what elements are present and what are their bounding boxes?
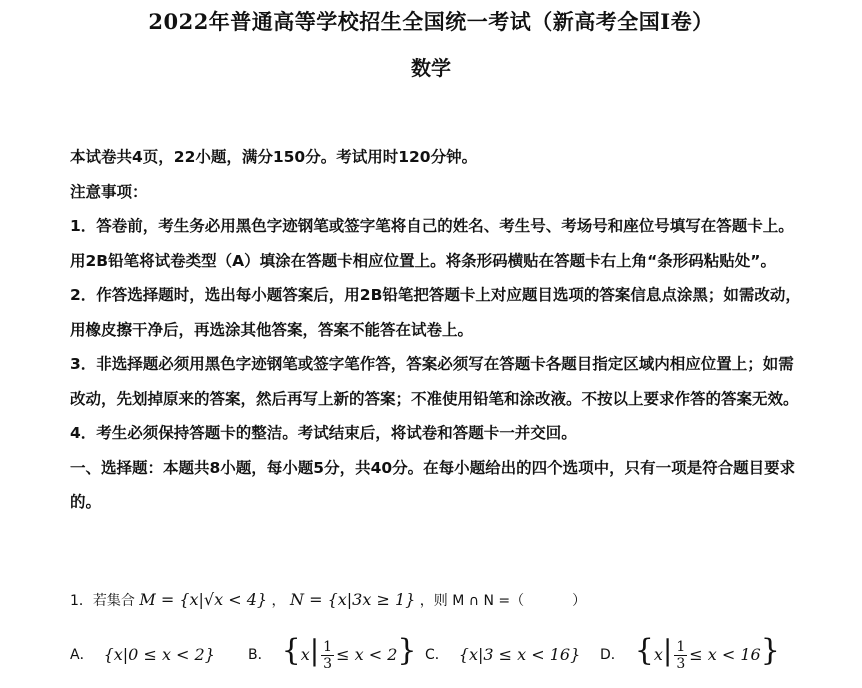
option-a[interactable] [70, 628, 215, 680]
option-c-label: C． [425, 647, 449, 663]
option-d-expr: {x| $\frac{1}{3}$ ≤ x < 16} [634, 633, 780, 672]
set-n: N = {x|3x ≥ 1} [290, 590, 416, 609]
exam-instructions [70, 140, 805, 520]
option-b-expr: {x| $\frac{1}{3}$ ≤ x < 2} [281, 633, 417, 672]
separator: ， [271, 593, 286, 609]
option-d[interactable] [600, 628, 780, 680]
set-m: M = {x|√x < 4} [139, 590, 268, 609]
notice-item-3: 3．非选择题必须用黑色字迹钢笔或签字笔作答，答案必须写在答题卡各题目指定区域内相应位置上；如需改动，先划掉原来的答案，然后再写上新的答案；不准使用铅笔和涂改液。不按以上要求作答的答案无效。 [70, 355, 799, 408]
answer-options [70, 628, 830, 680]
notice-heading: 注意事项： [70, 182, 148, 201]
option-b-tail: ≤ x < 2 [336, 645, 398, 664]
option-c[interactable] [425, 628, 580, 680]
option-a-expr: {x|0 ≤ x < 2} [103, 644, 215, 664]
question-prefix: 1．若集合 [70, 593, 135, 609]
exam-title: 2022年普通高等学校招生全国统一考试（新高考全国Ⅰ卷） [148, 9, 714, 34]
question-ask: ，则 M ∩ N =（ [419, 593, 525, 609]
notice-item-2: 2．作答选择题时，选出每小题答案后，用2B铅笔把答题卡上对应题目选项的答案信息点涂黑；如需改动，用橡皮擦干净后，再选涂其他答案，答案不能答在试卷上。 [70, 286, 801, 339]
question-1 [70, 586, 805, 615]
intro-text: 本试卷共4页，22小题，满分150分。考试用时120分钟。 [70, 148, 478, 166]
question-close: ） [572, 593, 587, 609]
option-c-value: x|3 ≤ x < 16 [468, 644, 571, 664]
option-a-label: A． [70, 647, 94, 663]
option-b-label: B． [248, 647, 272, 663]
section-heading: 一、选择题：本题共8小题，每小题5分，共40分。在每小题给出的四个选项中，只有一项是符合题目要求的。 [70, 458, 796, 511]
subject-title: 数学 [411, 56, 451, 80]
notice-item-4: 4．考生必须保持答题卡的整洁。考试结束后，将试卷和答题卡一并交回。 [70, 424, 577, 442]
notice-item-1: 1．答卷前，考生务必用黑色字迹钢笔或签字笔将自己的姓名、考生号、考场号和座位号填写在答题卡上。用2B铅笔将试卷类型（A）填涂在答题卡相应位置上。将条形码横贴在答题卡右上角“条形码粘贴处”。 [70, 217, 794, 270]
option-d-label: D． [600, 647, 625, 663]
option-b[interactable] [248, 628, 416, 680]
fraction-one-third: $\frac{1}{3}$ [323, 639, 333, 672]
option-d-tail: ≤ x < 16 [689, 645, 761, 664]
fraction-one-third: $\frac{1}{3}$ [676, 639, 686, 672]
option-c-expr: {x|3 ≤ x < 16} [458, 644, 581, 664]
option-a-value: x|0 ≤ x < 2 [113, 644, 205, 664]
